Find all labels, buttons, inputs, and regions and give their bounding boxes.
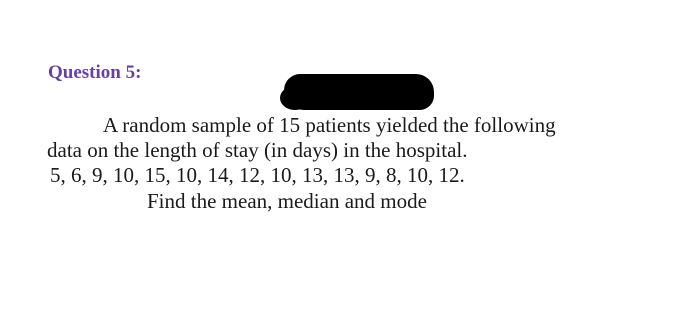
question-heading: Question 5: xyxy=(48,62,142,83)
instruction-line: Find the mean, median and mode xyxy=(147,189,427,213)
data-values-line: 5, 6, 9, 10, 15, 10, 14, 12, 10, 13, 13, 9, 8, 10, 12. xyxy=(50,163,465,187)
redaction-mark xyxy=(284,74,434,110)
question-text-line-2: data on the length of stay (in days) in the hospital. xyxy=(47,138,468,162)
question-text-line-1: A random sample of 15 patients yielded the following xyxy=(103,113,556,137)
